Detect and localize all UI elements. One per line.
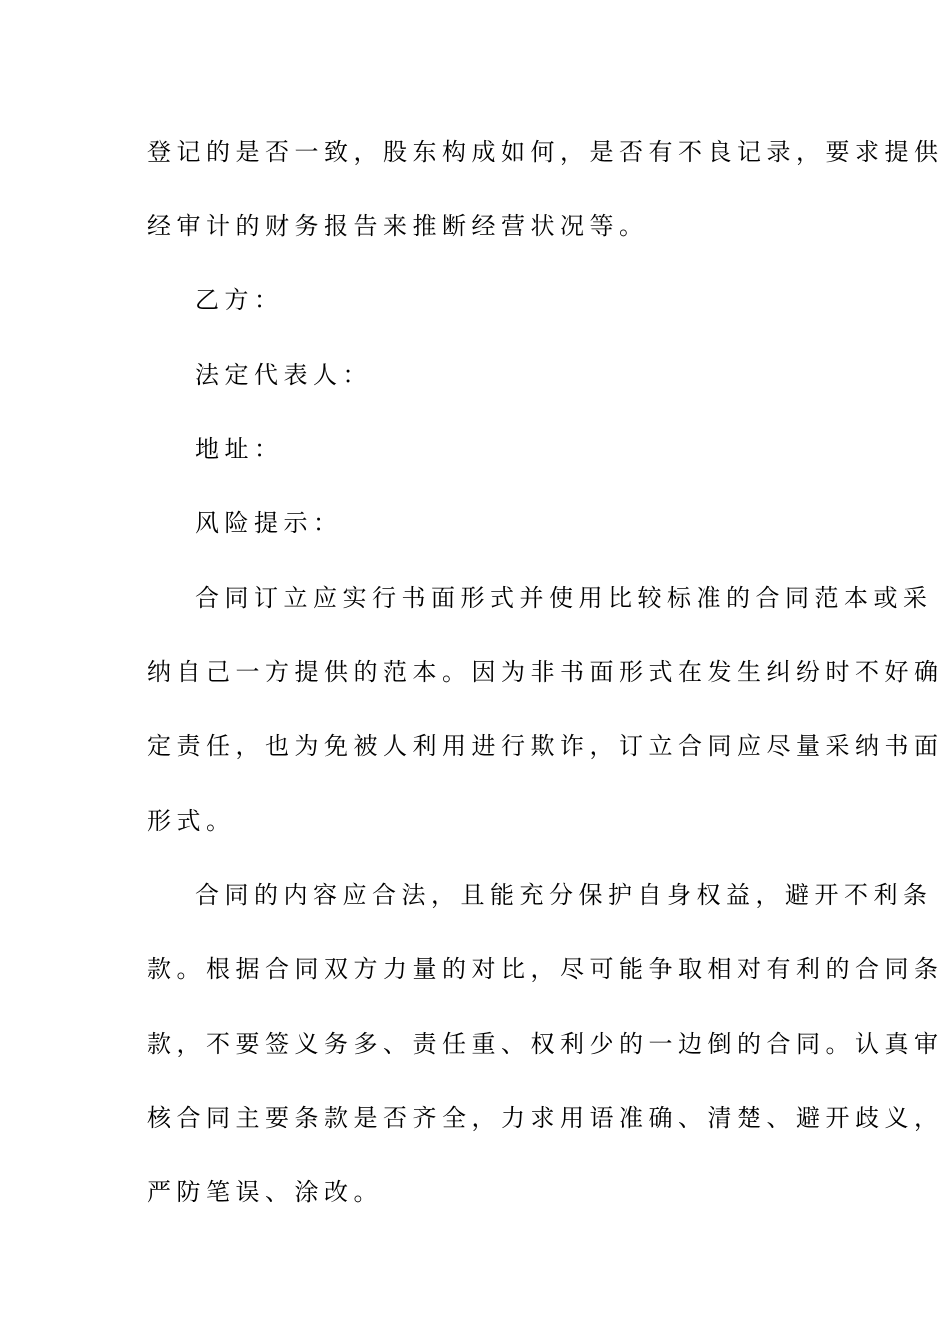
party-b-label: 乙方：	[195, 286, 284, 314]
paragraph-line: 定责任，也为免被人利用进行欺诈，订立合同应尽量采纳书面	[147, 732, 944, 760]
paragraph-line: 合同订立应实行书面形式并使用比较标准的合同范本或采	[195, 584, 933, 612]
paragraph-line: 款，不要签义务多、责任重、权利少的一边倒的合同。认真审	[147, 1030, 944, 1058]
risk-notice-heading: 风险提示：	[195, 509, 343, 537]
paragraph-line: 登记的是否一致，股东构成如何，是否有不良记录，要求提供	[147, 138, 944, 166]
paragraph-line: 合同的内容应合法，且能充分保护自身权益，避开不利条	[195, 881, 933, 909]
paragraph-line: 严防笔误、涂改。	[147, 1178, 383, 1206]
legal-representative-label: 法定代表人：	[195, 361, 372, 389]
paragraph-line: 纳自己一方提供的范本。因为非书面形式在发生纠纷时不好确	[147, 658, 944, 686]
address-label: 地址：	[195, 435, 284, 463]
paragraph-line: 经审计的财务报告来推断经营状况等。	[147, 212, 649, 240]
paragraph-line: 核合同主要条款是否齐全，力求用语准确、清楚、避开歧义，	[147, 1104, 944, 1132]
paragraph-line: 款。根据合同双方力量的对比，尽可能争取相对有利的合同条	[147, 955, 944, 983]
paragraph-line: 形式。	[147, 807, 236, 835]
